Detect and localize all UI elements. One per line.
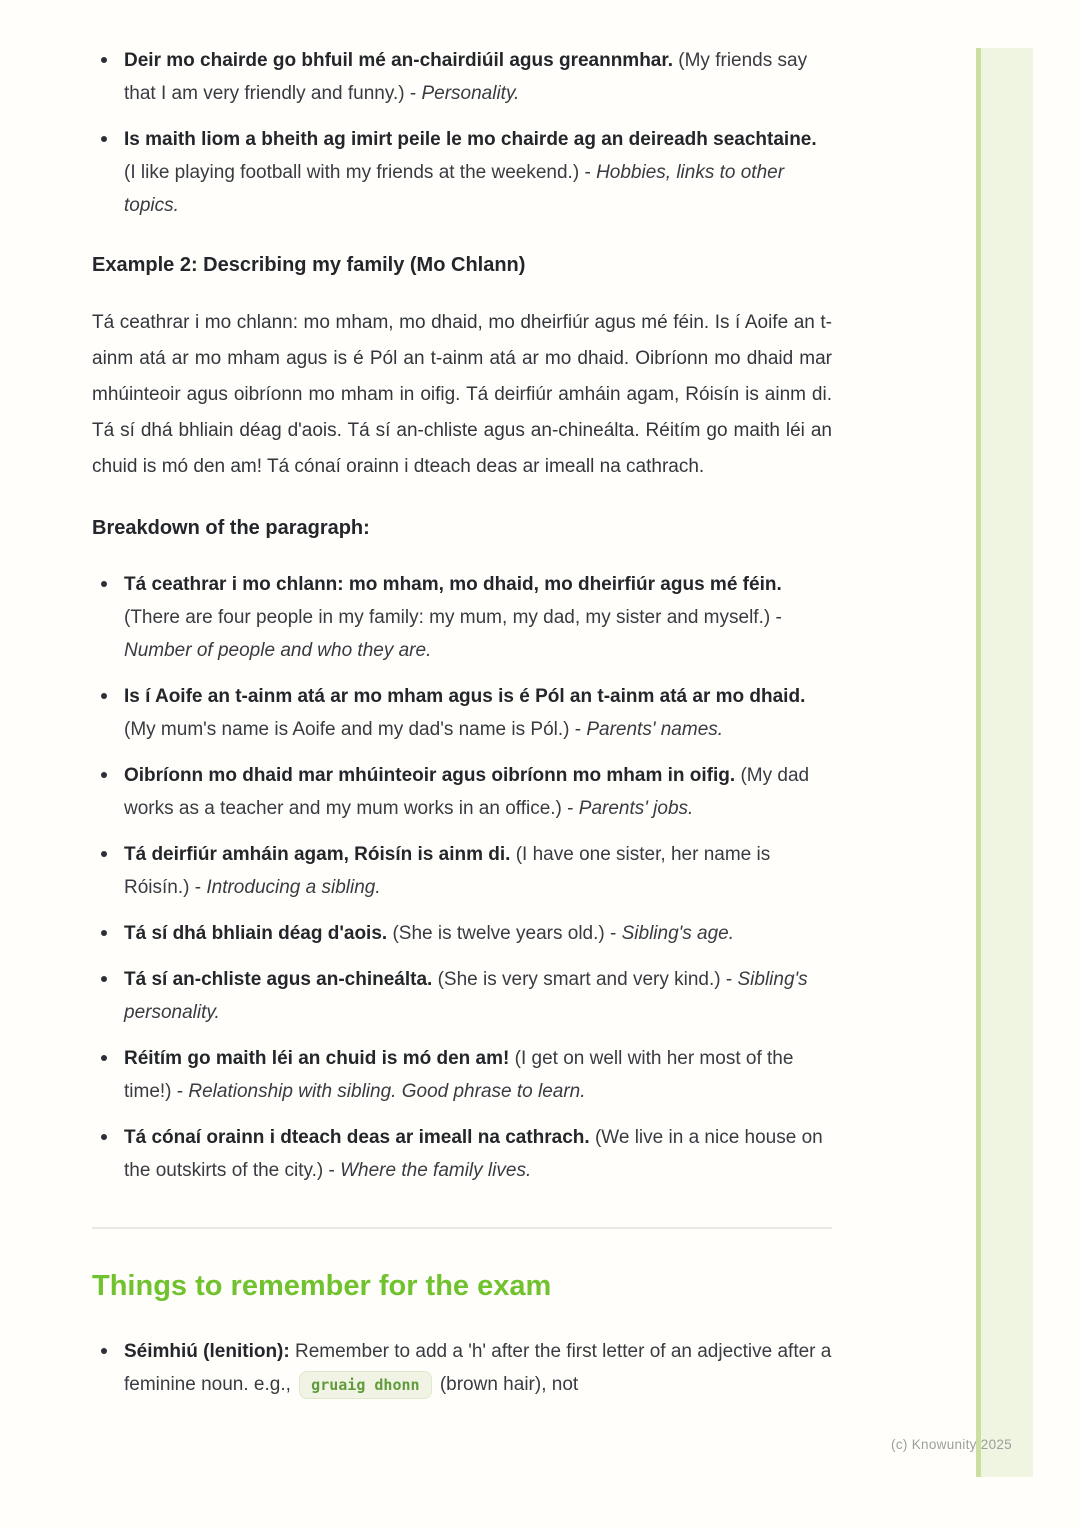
bullet-category: Number of people and who they are. <box>124 640 432 661</box>
bullet-translation: (She is very smart and very kind.) - <box>432 969 738 990</box>
bullet-irish: Is maith liom a bheith ag imirt peile le mo chairde ag an deireadh seachtaine. <box>124 129 817 150</box>
bullet-category: Hobbies, links to other topics. <box>124 162 785 216</box>
example2-paragraph: Tá ceathrar i mo chlann: mo mham, mo dhaid, mo dheirfiúr agus mé féin. Is í Aoife an t-ainm atá ar mo mham agus is é Pól an t-ainm atá ar mo dhaid. Oibríonn mo dhaid mar mhúinteoir agus oibríonn mo mham in oifig. Tá deirfiúr amháin agam, Róisín is ainm di. Tá sí dhá bhliain déag d'aois. Tá sí an-chliste agus an-chineálta. Réitím go maith léi an chuid is mó den am! Tá cónaí orainn i dteach deas ar imeall na cathrach. <box>92 312 832 477</box>
exam-section-heading: Things to remember for the exam <box>92 1270 552 1302</box>
content <box>92 44 832 1414</box>
bullet-translation: (She is twelve years old.) - <box>387 923 622 944</box>
bullet-translation: (There are four people in my family: my mum, my dad, my sister and myself.) - <box>124 607 782 628</box>
bullet-irish: Tá sí an-chliste agus an-chineálta. <box>124 969 433 990</box>
list-item <box>124 917 832 950</box>
bullet-text-after: (brown hair), not <box>434 1374 579 1395</box>
bullet-translation: (I like playing football with my friends at the weekend.) - <box>124 162 597 183</box>
list-item <box>124 1121 832 1187</box>
inline-code-chip: gruaig dhonn <box>299 1371 431 1399</box>
bullet-irish: Tá deirfiúr amháin agam, Róisín is ainm di. <box>124 844 511 865</box>
bullet-translation: (My dad works as a teacher and my mum works in an office.) - <box>124 765 810 819</box>
bullet-translation: (My mum's name is Aoife and my dad's name is Pól.) - <box>124 719 587 740</box>
list-item <box>124 963 832 1029</box>
bullet-term: Séimhiú (lenition): <box>124 1341 290 1362</box>
example2-heading: Example 2: Describing my family (Mo Chlann) <box>92 254 526 276</box>
list-item <box>124 838 832 904</box>
side-accent-bar <box>976 48 1033 1477</box>
list-item <box>124 1042 832 1108</box>
bullet-irish: Deir mo chairde go bhfuil mé an-chairdiúil agus greannmhar. <box>124 50 673 71</box>
breakdown-list <box>92 568 832 1187</box>
watermark: (c) Knowunity 2025 <box>891 1437 1012 1452</box>
bullet-category: Where the family lives. <box>340 1160 532 1181</box>
list-item <box>124 1335 832 1401</box>
bullet-irish: Tá sí dhá bhliain déag d'aois. <box>124 923 388 944</box>
bullet-irish: Tá ceathrar i mo chlann: mo mham, mo dhaid, mo dheirfiúr agus mé féin. <box>124 574 782 595</box>
list-item <box>124 680 832 746</box>
bullet-category: Introducing a sibling. <box>206 877 381 898</box>
breakdown-heading: Breakdown of the paragraph: <box>92 517 370 539</box>
bullet-irish: Tá cónaí orainn i dteach deas ar imeall na cathrach. <box>124 1127 590 1148</box>
list-item <box>124 568 832 667</box>
intro-list <box>92 44 832 222</box>
bullet-category: Parents' names. <box>586 719 724 740</box>
bullet-category: Sibling's personality. <box>124 969 808 1023</box>
bullet-category: Parents' jobs. <box>578 798 694 819</box>
list-item <box>124 759 832 825</box>
bullet-category: Personality. <box>421 83 520 104</box>
list-item <box>124 44 832 110</box>
section-divider <box>92 1227 832 1229</box>
list-item <box>124 123 832 222</box>
bullet-translation: (I have one sister, her name is Róisín.) - <box>124 844 771 898</box>
bullet-translation: (My friends say that I am very friendly and funny.) - <box>124 50 808 104</box>
bullet-category: Sibling's age. <box>621 923 735 944</box>
bullet-irish: Réitím go maith léi an chuid is mó den am! <box>124 1048 510 1069</box>
bullet-irish: Is í Aoife an t-ainm atá ar mo mham agus is é Pól an t-ainm atá ar mo dhaid. <box>124 686 806 707</box>
bullet-category: Relationship with sibling. Good phrase to learn. <box>188 1081 586 1102</box>
bullet-irish: Oibríonn mo dhaid mar mhúinteoir agus oibríonn mo mham in oifig. <box>124 765 736 786</box>
bullet-translation: (I get on well with her most of the time!) - <box>124 1048 794 1102</box>
exam-list <box>92 1335 832 1401</box>
bullet-translation: (We live in a nice house on the outskirts of the city.) - <box>124 1127 823 1181</box>
bullet-text: Remember to add a 'h' after the first letter of an adjective after a feminine noun. e.g., <box>124 1341 832 1395</box>
